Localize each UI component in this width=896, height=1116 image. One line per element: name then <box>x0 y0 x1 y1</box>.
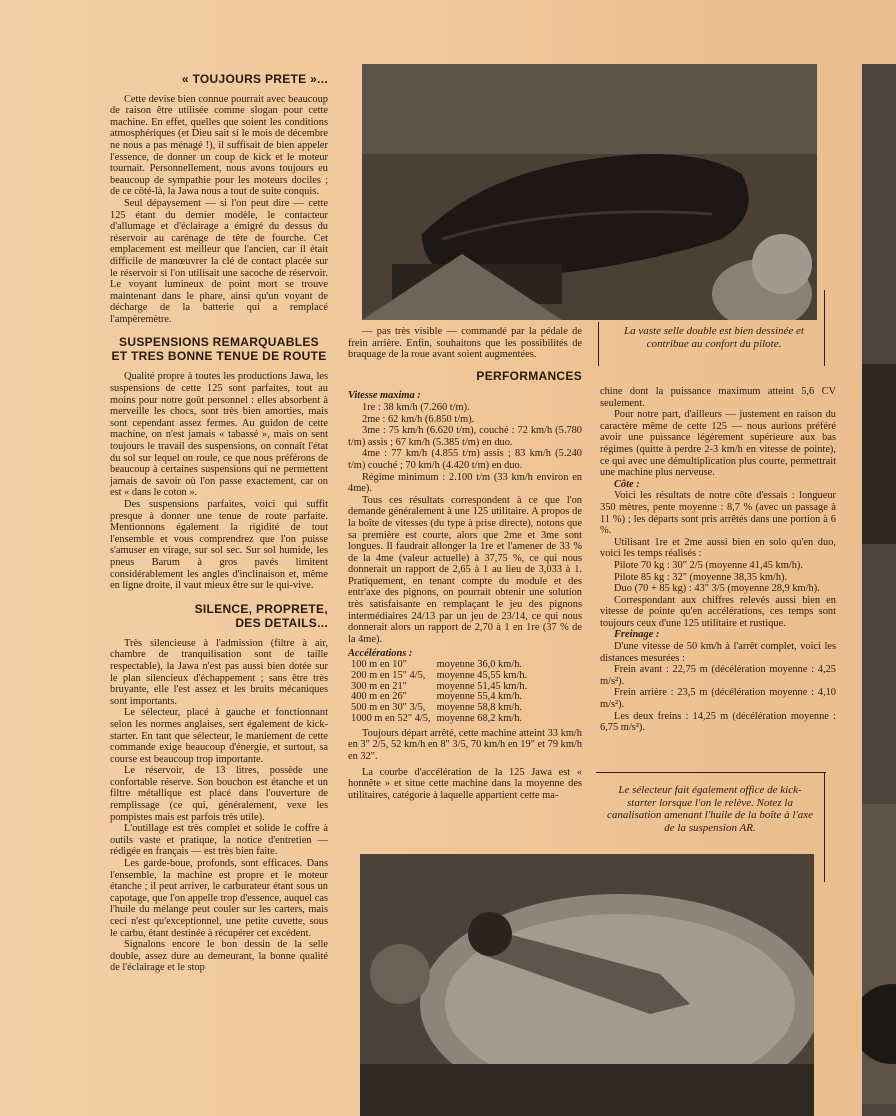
paragraph: Correspondant aux chiffres relevés aussi bien en vitesse de pointe qu'en accélérations, ces temps sont toujours ceux d'une 125 utilitaire et rustique. <box>600 594 836 629</box>
gearbox-photo-art <box>360 854 814 1116</box>
paragraph: Voici les résultats de notre côte d'essais : longueur 350 mètres, pente moyenne : 8,7 % (avec un passage à 11 %) ; les départs sont pris arrêtés dans une portion à 6 %. <box>600 490 836 537</box>
distance-cell: 200 m en 15" 4/5, <box>351 669 426 681</box>
paragraph: Le réservoir, de 13 litres, possède une confortable réserve. Son bouchon est étanche et un filtre métallique est placé dans l'ouverture de remplissage (ce qui, généralement, vexe les pompistes mais est parfois très utile). <box>110 765 328 823</box>
paragraph: — pas très visible — commandé par la pédale de frein arrière. Enfin, souhaitons que les possibilités de braquage de la roue avant soient augmentées. <box>348 326 582 361</box>
distance-cell: 400 m en 26" <box>351 691 407 703</box>
paragraph: Toujours départ arrêté, cette machine atteint 33 km/h en 3" 2/5, 52 km/h en 8" 3/5, 70 km/h en 19" et 79 km/h en 32". <box>348 727 582 762</box>
seat-photo-art <box>362 64 817 320</box>
paragraph: Qualité propre à toutes les productions Jawa, les suspensions de cette 125 sont parfaites, tout au moins pour notre goût personnel : elles absorbent à merveille les chocs, sont très bien amorties, mais sont cependant assez fermes. Au guidon de cette machine, on n'est jamais « tabassé », mais on sent toujours le travail des suspensions, on connaît l'état du sol sur lequel on roule, ce que nous préférons de beaucoup à certaines suspensions qui ne permettent jamais de savoir où l'on passe exactement, car on est « dans le coton ». <box>110 371 328 499</box>
heading-silence: SILENCE, PROPRETE, DES DETAILS... <box>194 601 328 630</box>
speed-line: 1re : 38 km/h (7.260 t/m). <box>362 401 470 413</box>
paragraph: Les garde-boue, profonds, sont efficaces. Dans l'ensemble, la machine est propre et le moteur étanche ; il peut arriver, le carburateur étant sous un capotage, que l'on appelle trop d'essence, auquel cas l'huile du mélange peut couler sur les carters, mais ceci n'est qu'exceptionnel, une petite cuvette, sous le carbu, étant destinée à récupérer cet excédent. <box>110 858 328 939</box>
subheading-freinage: Freinage : <box>614 629 660 641</box>
heading-toujours-prete: « TOUJOURS PRETE »... <box>181 72 328 86</box>
acceleration-table <box>348 660 530 725</box>
paragraph: L'outillage est très complet et solide le coffre à outils vaste et pratique, la notice d'entretien — rédigée en français — est très bien faite. <box>110 823 328 858</box>
heading-performances: PERFORMANCES <box>476 368 582 383</box>
caption-seat: La vaste selle double est bien dessinée et contribue au confort du pilote. <box>624 325 804 350</box>
paragraph: Frein arrière : 23,5 m (décélération moyenne : 4,10 m/s²). <box>600 687 836 711</box>
seat-photo <box>362 64 817 320</box>
caption-rule <box>824 290 825 366</box>
distance-cell: 300 m en 21" <box>351 680 407 692</box>
paragraph: Très silencieuse à l'admission (filtre à air, chambre de tranquilisation sont de taille respectable), la Jawa n'est pas aussi bien dotée sur le plan silencieux d'échappement ; sans être très bruyante, elle l'est assez et les bruits mécaniques sont importants. <box>110 637 328 707</box>
table-row <box>348 671 530 682</box>
caption-selector: Le sélecteur fait également office de kick-starter lorsque l'on le relève. Notez la canalisation amenant l'huile de la boîte à l'axe de la suspension AR. <box>606 784 814 834</box>
column-2 <box>348 326 582 801</box>
subheading-accelerations: Accélérations : <box>348 648 413 660</box>
paragraph: Pilote 70 kg : 30" 2/5 (moyenne 41,45 km/h). <box>614 559 803 571</box>
distance-cell: 500 m en 30" 3/5, <box>351 702 426 714</box>
gearbox-photo <box>360 854 814 1116</box>
average-cell: moyenne 58,8 km/h. <box>436 702 523 714</box>
caption-rule <box>598 322 599 366</box>
paragraph: Duo (70 + 85 kg) : 43" 3/5 (moyenne 28,9 km/h). <box>614 583 820 595</box>
paragraph: Les deux freins : 14,25 m (décélération moyenne : 6,75 m/s²). <box>600 710 836 734</box>
column-3 <box>600 386 836 734</box>
paragraph: Pilote 85 kg : 32" (moyenne 38,35 km/h). <box>614 571 788 583</box>
average-cell: moyenne 51,45 km/h. <box>436 680 528 692</box>
subheading-vitesse: Vitesse maxima : <box>348 390 421 402</box>
heading-suspensions: SUSPENSIONS REMARQUABLES ET TRES BONNE TENUE DE ROUTE <box>111 335 327 364</box>
paragraph: La courbe d'accélération de la 125 Jawa est « honnête » et situe cette machine dans la moyenne des utilitaires, catégorie à laquelle appartient cette ma- <box>348 766 582 801</box>
average-cell: moyenne 36,0 km/h. <box>436 659 523 671</box>
paragraph: D'une vitesse de 50 km/h à l'arrêt complet, voici les distances mesurées : <box>600 641 836 664</box>
average-cell: moyenne 45,55 km/h. <box>436 669 528 681</box>
paragraph: chine dont la puissance maximum atteint 5,6 CV seulement. <box>600 386 836 409</box>
paragraph: Régime minimum : 2.100 t/m (33 km/h environ en 4me). <box>348 471 582 495</box>
table-row <box>348 714 530 725</box>
speed-line: 3me : 75 km/h (6.620 t/m), couché : 72 km/h (5.780 t/m) assis ; 67 km/h (5.385 t/m) en duo. <box>348 425 582 448</box>
column-1 <box>110 74 328 974</box>
subheading-cote: Côte : <box>614 478 640 490</box>
paragraph: Seul dépaysement — si l'on peut dire — cette 125 étant du dernier modèle, le contacteur d'allumage et d'éclairage a émigré du dessus du réservoir au carénage de tête de fourche. Cet emplacement est meilleur que l'ancien, car il était difficile de manœuvrer la clé de contact placée sur le réservoir si l'on utilisait une sacoche de réservoir. Le voyant lumineux de point mort se trouve maintenant dans le phare, ainsi qu'un voyant de décharge de la batterie qui a remplacé l'ampèremètre. <box>110 197 328 325</box>
paragraph: Signalons encore le bon dessin de la selle double, assez dure au demeurant, la bonne qualité de l'éclairage et le stop <box>110 939 328 974</box>
paragraph: Cette devise bien connue pourrait avec beaucoup de raison être utilisée comme slogan pour cette machine. En effet, quelles que soient les conditions atmosphériques (et Dieu sait si le mois de décembre ne nous a pas ménagé !), il suffisait de bien appeler l'essence, de donner un coup de kick et le moteur tournait. Personnellement, nous avons toujours eu beaucoup de sympathie pour les moteurs dociles ; de ce côté-là, la Jawa nous a tout de suite conquis. <box>110 93 328 198</box>
paragraph: Pour notre part, d'ailleurs — justement en raison du caractère même de cette 125 — nous aurions préféré avoir une puissance légèrement supérieure aux bas régimes (quitte à perdre 2-3 km/h en vitesse de pointe), ce qui avec une démultiplication plus courte, permettrait une machine plus nerveuse. <box>600 409 836 479</box>
caption-rule <box>824 772 825 882</box>
paragraph: Utilisant 1re et 2me aussi bien en solo qu'en duo, voici les temps réalisés : <box>600 536 836 560</box>
paragraph: Tous ces résultats correspondent à ce que l'on demande généralement à une 125 utilitaire. A propos de la boîte de vitesses (du type à prise directe), notons que sa première est courte, alors que 2me et 3me sont longues. Il faudrait allonger la 1re et l'amener de 33 % de la 4me (valeur actuelle) à 37,75 %, ce qui nous donnerait un rapport de 2,65 à 1 au lieu de 3,033 à 1. Pratiquement, en tenant compte du module et des entr'axe des pignons, on pourrait obtenir une solution très satisfaisante en remplaçant le jeu des pignons intermédiaires 24/13 par un jeu de 23/14, ce qui nous donnerait alors un rapport de 2,70 à 1 en 1re (37 % de la 4me). <box>348 494 582 645</box>
paragraph: Frein avant : 22,75 m (décélération moyenne : 4,25 m/s²). <box>600 664 836 687</box>
speed-line: 2me : 62 km/h (6.850 t/m). <box>362 413 475 425</box>
distance-cell: 100 m en 10" <box>351 659 407 671</box>
average-cell: moyenne 55,4 km/h. <box>436 691 523 703</box>
paragraph: Des suspensions parfaites, voici qui suffit presque à donner une tenue de route parfaite. Mentionnons également la rigidité de tout l'ensemble et vous comprendrez que l'on puisse s'amuser en virage, sur sol sec. Sur sol humide, les pneus Barum à gros pavés limitent considérablement les angles d'inclinaison et, même en ligne droite, il vaut mieux être sur le qui-vive. <box>110 499 328 592</box>
caption-rule <box>596 772 826 773</box>
average-cell: moyenne 68,2 km/h. <box>436 713 523 725</box>
edge-photo <box>862 64 896 1116</box>
speed-line: 4me : 77 km/h (4.855 t/m) assis ; 83 km/h (5.240 t/m) couché ; 70 km/h (4.420 t/m) en duo. <box>348 448 582 471</box>
paragraph: Le sélecteur, placé à gauche et fonctionnant selon les normes anglaises, sert également de kick-starter. En tant que sélecteur, le maniement de cette commande exige beaucoup d'énergie, et surtout, sa course est beaucoup trop importante. <box>110 707 328 765</box>
distance-cell: 1000 m en 52" 4/5, <box>351 713 431 725</box>
